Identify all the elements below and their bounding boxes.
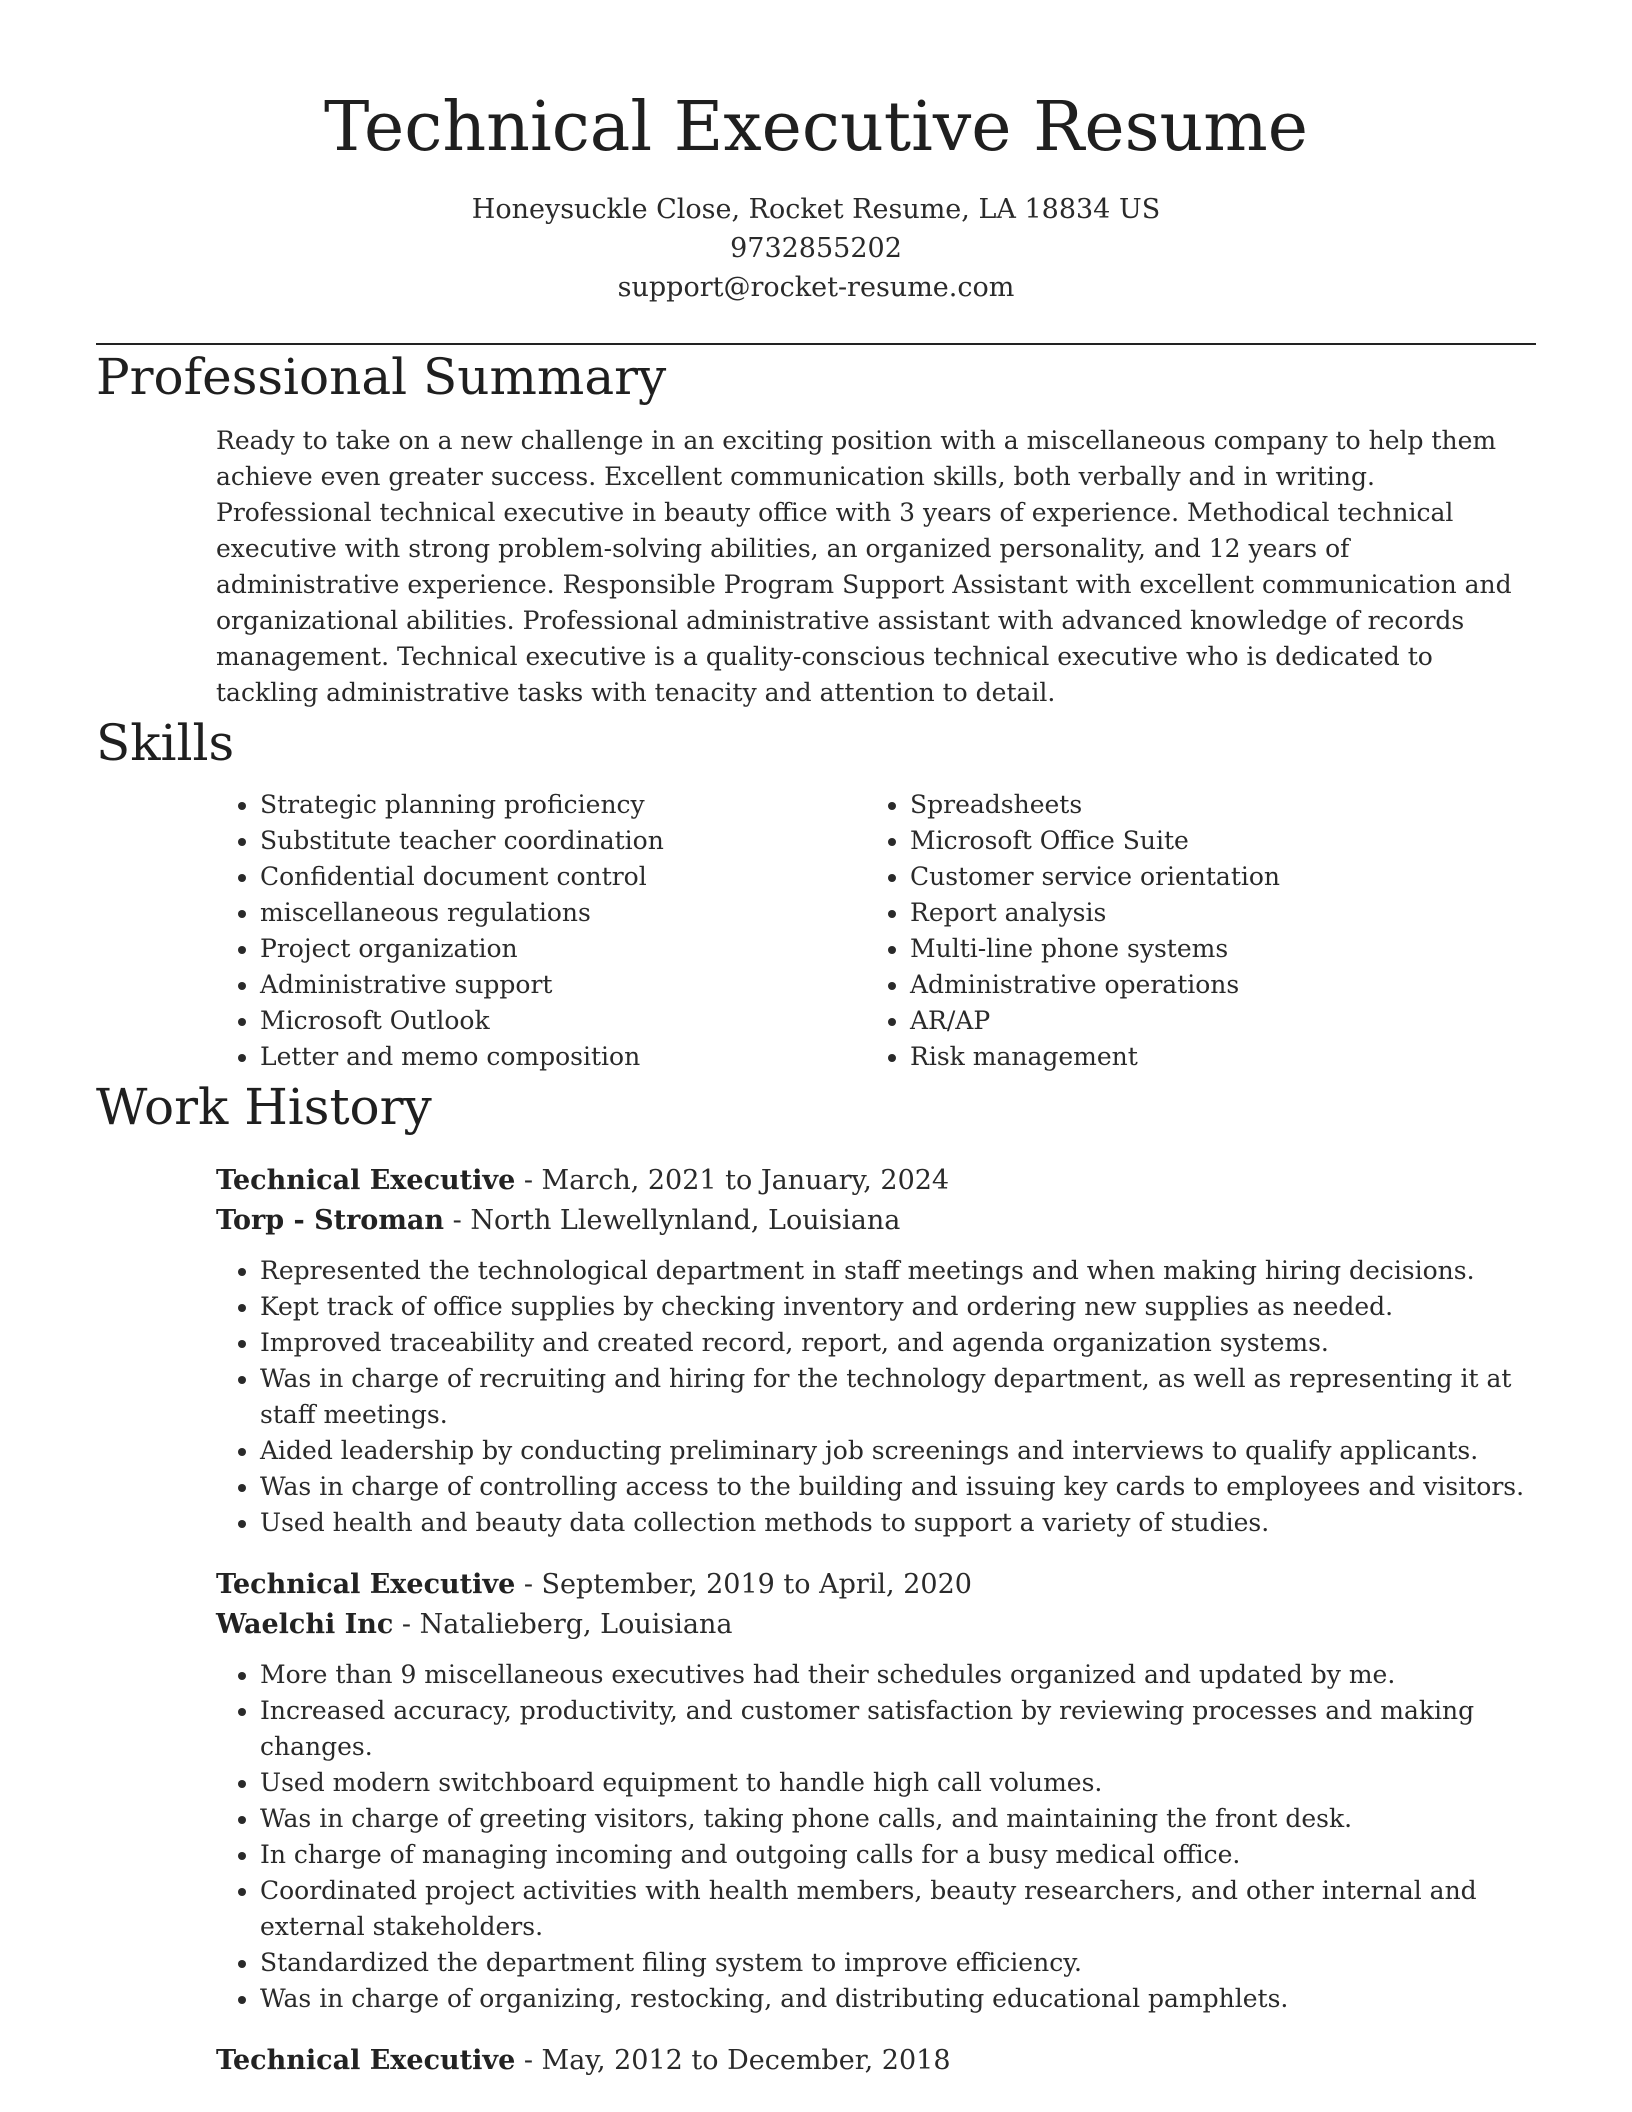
job-title: Technical Executive xyxy=(216,1165,516,1196)
skill-item: • Microsoft Outlook xyxy=(260,1003,866,1039)
duty-item: • Aided leadership by conducting preliminary job screenings and interviews to qualify applicants. xyxy=(260,1433,1536,1469)
duty-item: • More than 9 miscellaneous executives had their schedules organized and updated by me. xyxy=(260,1657,1536,1693)
contact-email: support@rocket-resume.com xyxy=(617,272,1015,303)
skills-heading: Skills xyxy=(96,714,235,772)
job-dates: September, 2019 to April, 2020 xyxy=(541,1569,972,1600)
separator: - xyxy=(444,1205,471,1236)
skill-item: • AR/AP xyxy=(910,1003,1280,1039)
duty-item: • In charge of managing incoming and outgoing calls for a busy medical office. xyxy=(260,1837,1536,1873)
contact-phone: 9732855202 xyxy=(730,233,902,264)
separator: - xyxy=(515,1165,542,1196)
summary-text: Ready to take on a new challenge in an exciting position with a miscellaneous company to help them achieve even greater success. Excellent communication skills, both verbally and in writing. Professional technical executive in beauty office with 3 years of experience. Methodical technical executive with strong problem-solving abilities, an organized personality, and 12 years of administrative experience. Responsible Program Support Assistant with excellent communication and organizational abilities. Professional administrative assistant with advanced knowledge of records management. Technical executive is a quality-conscious technical executive who is dedicated to tackling administrative tasks with tenacity and attention to detail. xyxy=(216,426,1512,707)
job-title-line xyxy=(216,2041,1536,2081)
skills-column-right xyxy=(866,787,1280,1075)
skills-list xyxy=(96,787,1536,1075)
separator: - xyxy=(393,1609,420,1640)
summary-heading: Professional Summary xyxy=(96,348,667,406)
job-entry xyxy=(216,1161,1536,1541)
job-location: North Llewellynland, Louisiana xyxy=(470,1205,901,1236)
job-duties xyxy=(216,1253,1536,1541)
job-entry xyxy=(216,2041,1536,2081)
duty-item: • Coordinated project activities with health members, beauty researchers, and other internal and external stakeholders. xyxy=(260,1873,1536,1945)
duty-item: • Increased accuracy, productivity, and customer satisfaction by reviewing processes and making changes. xyxy=(260,1693,1536,1765)
skill-item: • Report analysis xyxy=(910,895,1280,931)
skill-item: • Microsoft Office Suite xyxy=(910,823,1280,859)
job-dates: March, 2021 to January, 2024 xyxy=(541,1165,950,1196)
resume-page xyxy=(96,0,1536,2081)
skill-item: • Risk management xyxy=(910,1039,1280,1075)
job-title: Technical Executive xyxy=(216,1569,516,1600)
separator: - xyxy=(515,2045,542,2076)
skill-item: • Letter and memo composition xyxy=(260,1039,866,1075)
job-company-line xyxy=(216,1605,1536,1645)
job-dates: May, 2012 to December, 2018 xyxy=(541,2045,951,2076)
job-company: Waelchi Inc xyxy=(216,1609,394,1640)
work-history-heading: Work History xyxy=(96,1078,432,1136)
resume-header xyxy=(96,0,1536,307)
skill-item: • Confidential document control xyxy=(260,859,866,895)
contact-address: Honeysuckle Close, Rocket Resume, LA 18834 US xyxy=(471,194,1161,225)
skill-item: • Administrative operations xyxy=(910,967,1280,1003)
duty-item: • Was in charge of controlling access to the building and issuing key cards to employees and visitors. xyxy=(260,1469,1536,1505)
job-duties xyxy=(216,1657,1536,2017)
job-company: Torp - Stroman xyxy=(216,1205,445,1236)
job-title: Technical Executive xyxy=(216,2045,516,2076)
job-title-line xyxy=(216,1565,1536,1605)
duty-item: • Was in charge of greeting visitors, taking phone calls, and maintaining the front desk. xyxy=(260,1801,1536,1837)
duty-item: • Used modern switchboard equipment to handle high call volumes. xyxy=(260,1765,1536,1801)
duty-item: • Improved traceability and created record, report, and agenda organization systems. xyxy=(260,1325,1536,1361)
skill-item: • miscellaneous regulations xyxy=(260,895,866,931)
separator: - xyxy=(515,1569,542,1600)
duty-item: • Standardized the department filing system to improve efficiency. xyxy=(260,1945,1536,1981)
duty-item: • Kept track of office supplies by checking inventory and ordering new supplies as needed. xyxy=(260,1289,1536,1325)
duty-item: • Used health and beauty data collection methods to support a variety of studies. xyxy=(260,1505,1536,1541)
job-location: Natalieberg, Louisiana xyxy=(419,1609,733,1640)
job-company-line xyxy=(216,1201,1536,1241)
duty-item: • Was in charge of organizing, restocking, and distributing educational pamphlets. xyxy=(260,1981,1536,2017)
skills-column-left xyxy=(216,787,866,1075)
skill-item: • Spreadsheets xyxy=(910,787,1280,823)
skill-item: • Customer service orientation xyxy=(910,859,1280,895)
job-entry xyxy=(216,1565,1536,2017)
job-title-line xyxy=(216,1161,1536,1201)
skill-item: • Strategic planning proficiency xyxy=(260,787,866,823)
skill-item: • Administrative support xyxy=(260,967,866,1003)
resume-title: Technical Executive Resume xyxy=(323,88,1309,167)
skill-item: • Substitute teacher coordination xyxy=(260,823,866,859)
skill-item: • Multi-line phone systems xyxy=(910,931,1280,967)
duty-item: • Represented the technological department in staff meetings and when making hiring decisions. xyxy=(260,1253,1536,1289)
duty-item: • Was in charge of recruiting and hiring for the technology department, as well as representing it at staff meetings. xyxy=(260,1361,1536,1433)
skill-item: • Project organization xyxy=(260,931,866,967)
